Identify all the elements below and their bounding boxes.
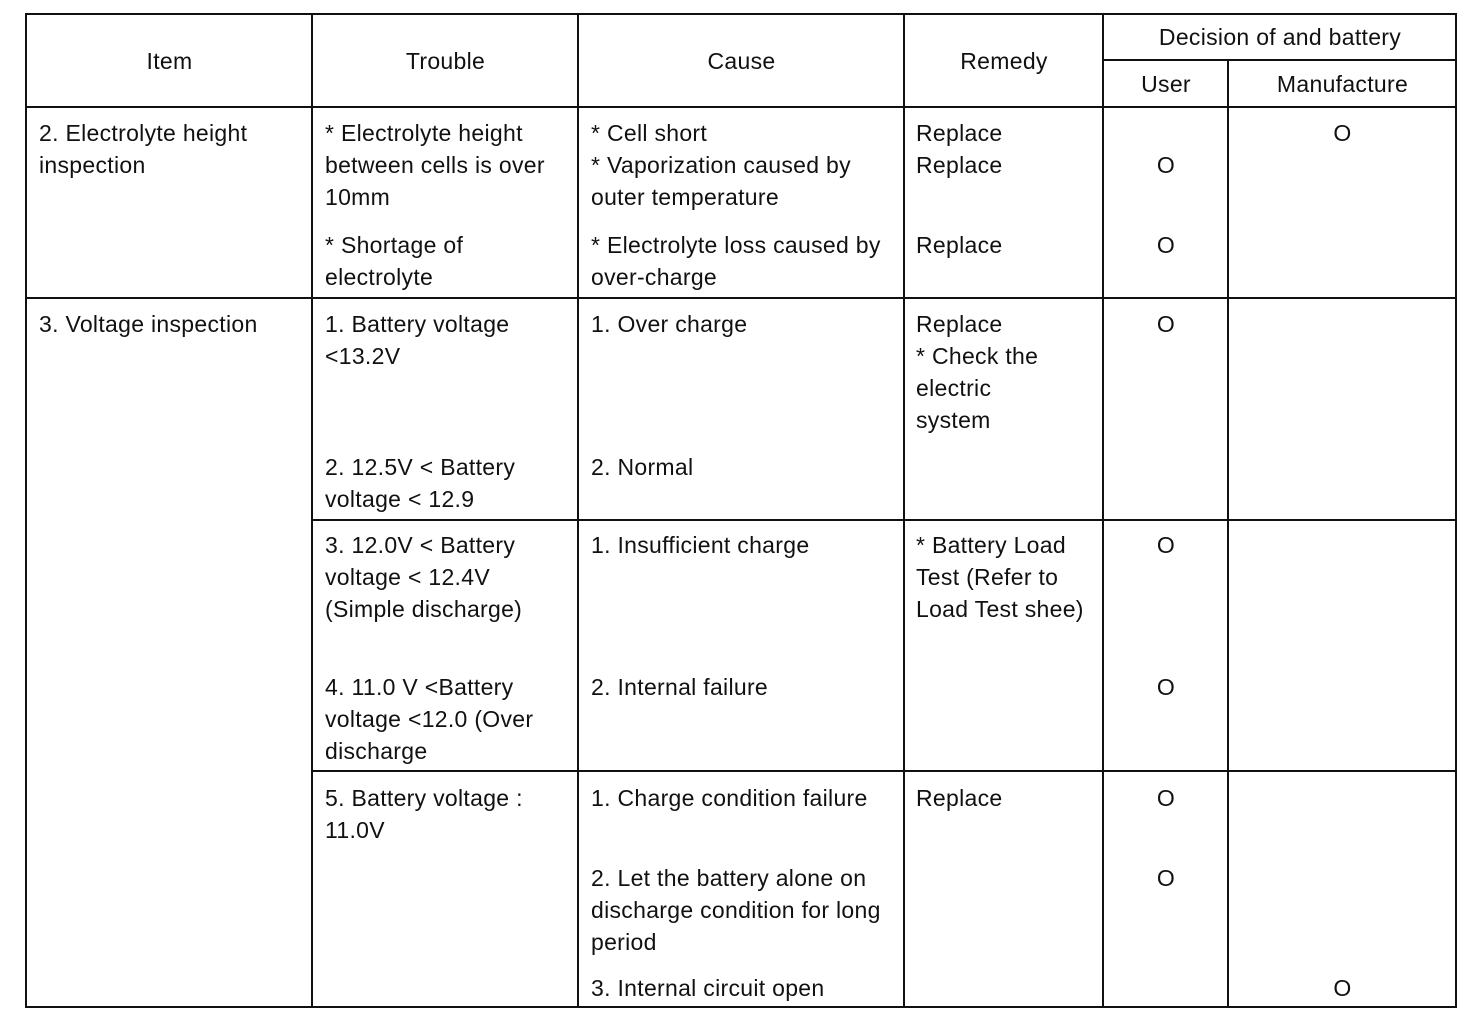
header-item: Item	[146, 48, 193, 74]
remedy-voltage-3: * Battery Load Test (Refer to Load Test shee)	[916, 532, 1084, 622]
cause-voltage-5: 1. Charge condition failure	[591, 785, 868, 811]
trouble-electrolyte-2: * Shortage of electrolyte	[325, 232, 464, 290]
item-voltage: 3. Voltage inspection	[39, 311, 258, 337]
header-manufacture: Manufacture	[1276, 71, 1409, 97]
mark-user: O	[1156, 785, 1176, 811]
trouble-voltage-5: 5. Battery voltage : 11.0V	[325, 785, 523, 843]
trouble-voltage-4: 4. 11.0 V <Battery voltage <12.0 (Over discharge	[325, 674, 534, 764]
mark-user: O	[1156, 152, 1176, 178]
header-remedy: Remedy	[960, 48, 1048, 74]
remedy-voltage-1: Replace	[916, 311, 1003, 337]
header-user: User	[1141, 71, 1191, 97]
cause-voltage-4: 2. Internal failure	[591, 674, 769, 700]
remedy-voltage-5: Replace	[916, 785, 1003, 811]
cause-electrolyte-2: * Vaporization caused by outer temperature	[591, 152, 851, 210]
cause-electrolyte-3: * Electrolyte loss caused by over-charge	[591, 232, 881, 290]
cause-voltage-3: 1. Insufficient charge	[591, 532, 810, 558]
cause-voltage-2: 2. Normal	[591, 454, 694, 480]
remedy-electrolyte-3: Replace	[916, 232, 1003, 258]
trouble-voltage-3: 3. 12.0V < Battery voltage < 12.4V (Simple discharge)	[325, 532, 523, 622]
header-trouble: Trouble	[405, 48, 486, 74]
header-cause: Cause	[707, 48, 776, 74]
remedy-electrolyte-2: Replace	[916, 152, 1003, 178]
mark-user: O	[1156, 674, 1176, 700]
trouble-voltage-2: 2. 12.5V < Battery voltage < 12.9	[325, 454, 516, 512]
header-decision: Decision of and battery	[1158, 24, 1402, 50]
mark-manufacture: O	[1333, 975, 1352, 1001]
cause-voltage-7: 3. Internal circuit open	[591, 975, 825, 1001]
cause-electrolyte-1: * Cell short	[591, 120, 708, 146]
battery-inspection-table	[25, 13, 1457, 1008]
mark-user: O	[1156, 232, 1176, 258]
mark-manufacture: O	[1333, 120, 1352, 146]
cause-voltage-6: 2. Let the battery alone on discharge condition for long period	[591, 865, 881, 955]
mark-user: O	[1156, 865, 1176, 891]
item-electrolyte: 2. Electrolyte height inspection	[39, 120, 248, 178]
mark-user: O	[1156, 311, 1176, 337]
remedy-voltage-1b: * Check the electric system	[916, 343, 1039, 433]
trouble-voltage-1: 1. Battery voltage <13.2V	[325, 311, 510, 369]
trouble-electrolyte-1: * Electrolyte height between cells is over 10mm	[325, 120, 545, 210]
cause-voltage-1: 1. Over charge	[591, 311, 748, 337]
mark-user: O	[1156, 532, 1176, 558]
remedy-electrolyte-1: Replace	[916, 120, 1003, 146]
